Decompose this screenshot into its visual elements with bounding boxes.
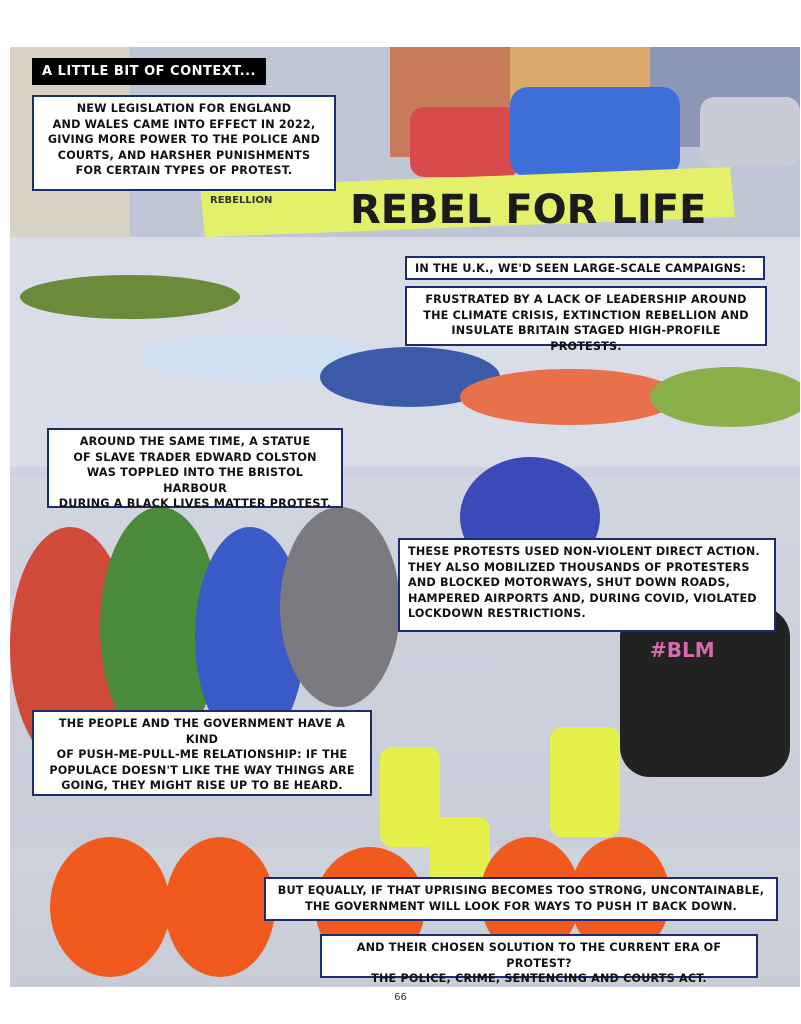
lying-protester bbox=[20, 275, 240, 319]
grey-car bbox=[700, 97, 800, 167]
banner-main-text: REBEL FOR LIFE bbox=[350, 187, 707, 233]
caption-uprising: BUT EQUALLY, IF THAT UPRISING BECOMES TOO STRONG, UNCONTAINABLE, THE GOVERNMENT WILL LOOK FOR WAYS TO PUSH IT BACK DOWN. bbox=[264, 877, 778, 921]
caption-solution: AND THEIR CHOSEN SOLUTION TO THE CURRENT ERA OF PROTEST? THE POLICE, CRIME, SENTENCING AND COURTS ACT. bbox=[320, 934, 758, 978]
caption-relationship: THE PEOPLE AND THE GOVERNMENT HAVE A KIND OF PUSH-ME-PULL-ME RELATIONSHIP: IF THE POPULACE DOESN'T LIKE THE WAY THINGS ARE GOING, THEY MIGHT RISE UP TO BE HEARD. bbox=[32, 710, 372, 796]
caption-legislation: NEW LEGISLATION FOR ENGLAND AND WALES CAME INTO EFFECT IN 2022, GIVING MORE POWER TO THE POLICE AND COURTS, AND HARSHER PUNISHMENTS FOR CERTAIN TYPES OF PROTEST. bbox=[32, 95, 336, 191]
context-heading: A LITTLE BIT OF CONTEXT... bbox=[32, 58, 266, 85]
blm-shirt-person bbox=[620, 607, 790, 777]
police-officer bbox=[550, 727, 620, 837]
tshirt-text: #BLM bbox=[650, 638, 715, 662]
caption-statue: AROUND THE SAME TIME, A STATUE OF SLAVE TRADER EDWARD COLSTON WAS TOPPLED INTO THE BRISTOL HARBOUR DURING A BLACK LIVES MATTER PROTEST. bbox=[47, 428, 343, 508]
caption-frustrated: FRUSTRATED BY A LACK OF LEADERSHIP AROUND THE CLIMATE CRISIS, EXTINCTION REBELLION AND INSULATE BRITAIN STAGED HIGH-PROFILE PROTESTS. bbox=[405, 286, 767, 346]
banner-side-text: REBELLION bbox=[210, 195, 273, 206]
caption-campaigns: IN THE U.K., WE'D SEEN LARGE-SCALE CAMPAIGNS: bbox=[405, 256, 765, 280]
lying-protester bbox=[460, 369, 680, 425]
blue-car bbox=[510, 87, 680, 177]
seated-protester bbox=[50, 837, 170, 977]
statue bbox=[280, 507, 400, 707]
seated-protester bbox=[165, 837, 275, 977]
red-car bbox=[410, 107, 520, 177]
caption-nonviolent: THESE PROTESTS USED NON-VIOLENT DIRECT ACTION. THEY ALSO MOBILIZED THOUSANDS OF PROTESTERS AND BLOCKED MOTORWAYS, SHUT DOWN ROADS, HAMPERED AIRPORTS AND, DURING COVID, VIOLATED LOCKDOWN RESTRICTIONS. bbox=[398, 538, 776, 632]
page-number: 66 bbox=[394, 992, 407, 1003]
